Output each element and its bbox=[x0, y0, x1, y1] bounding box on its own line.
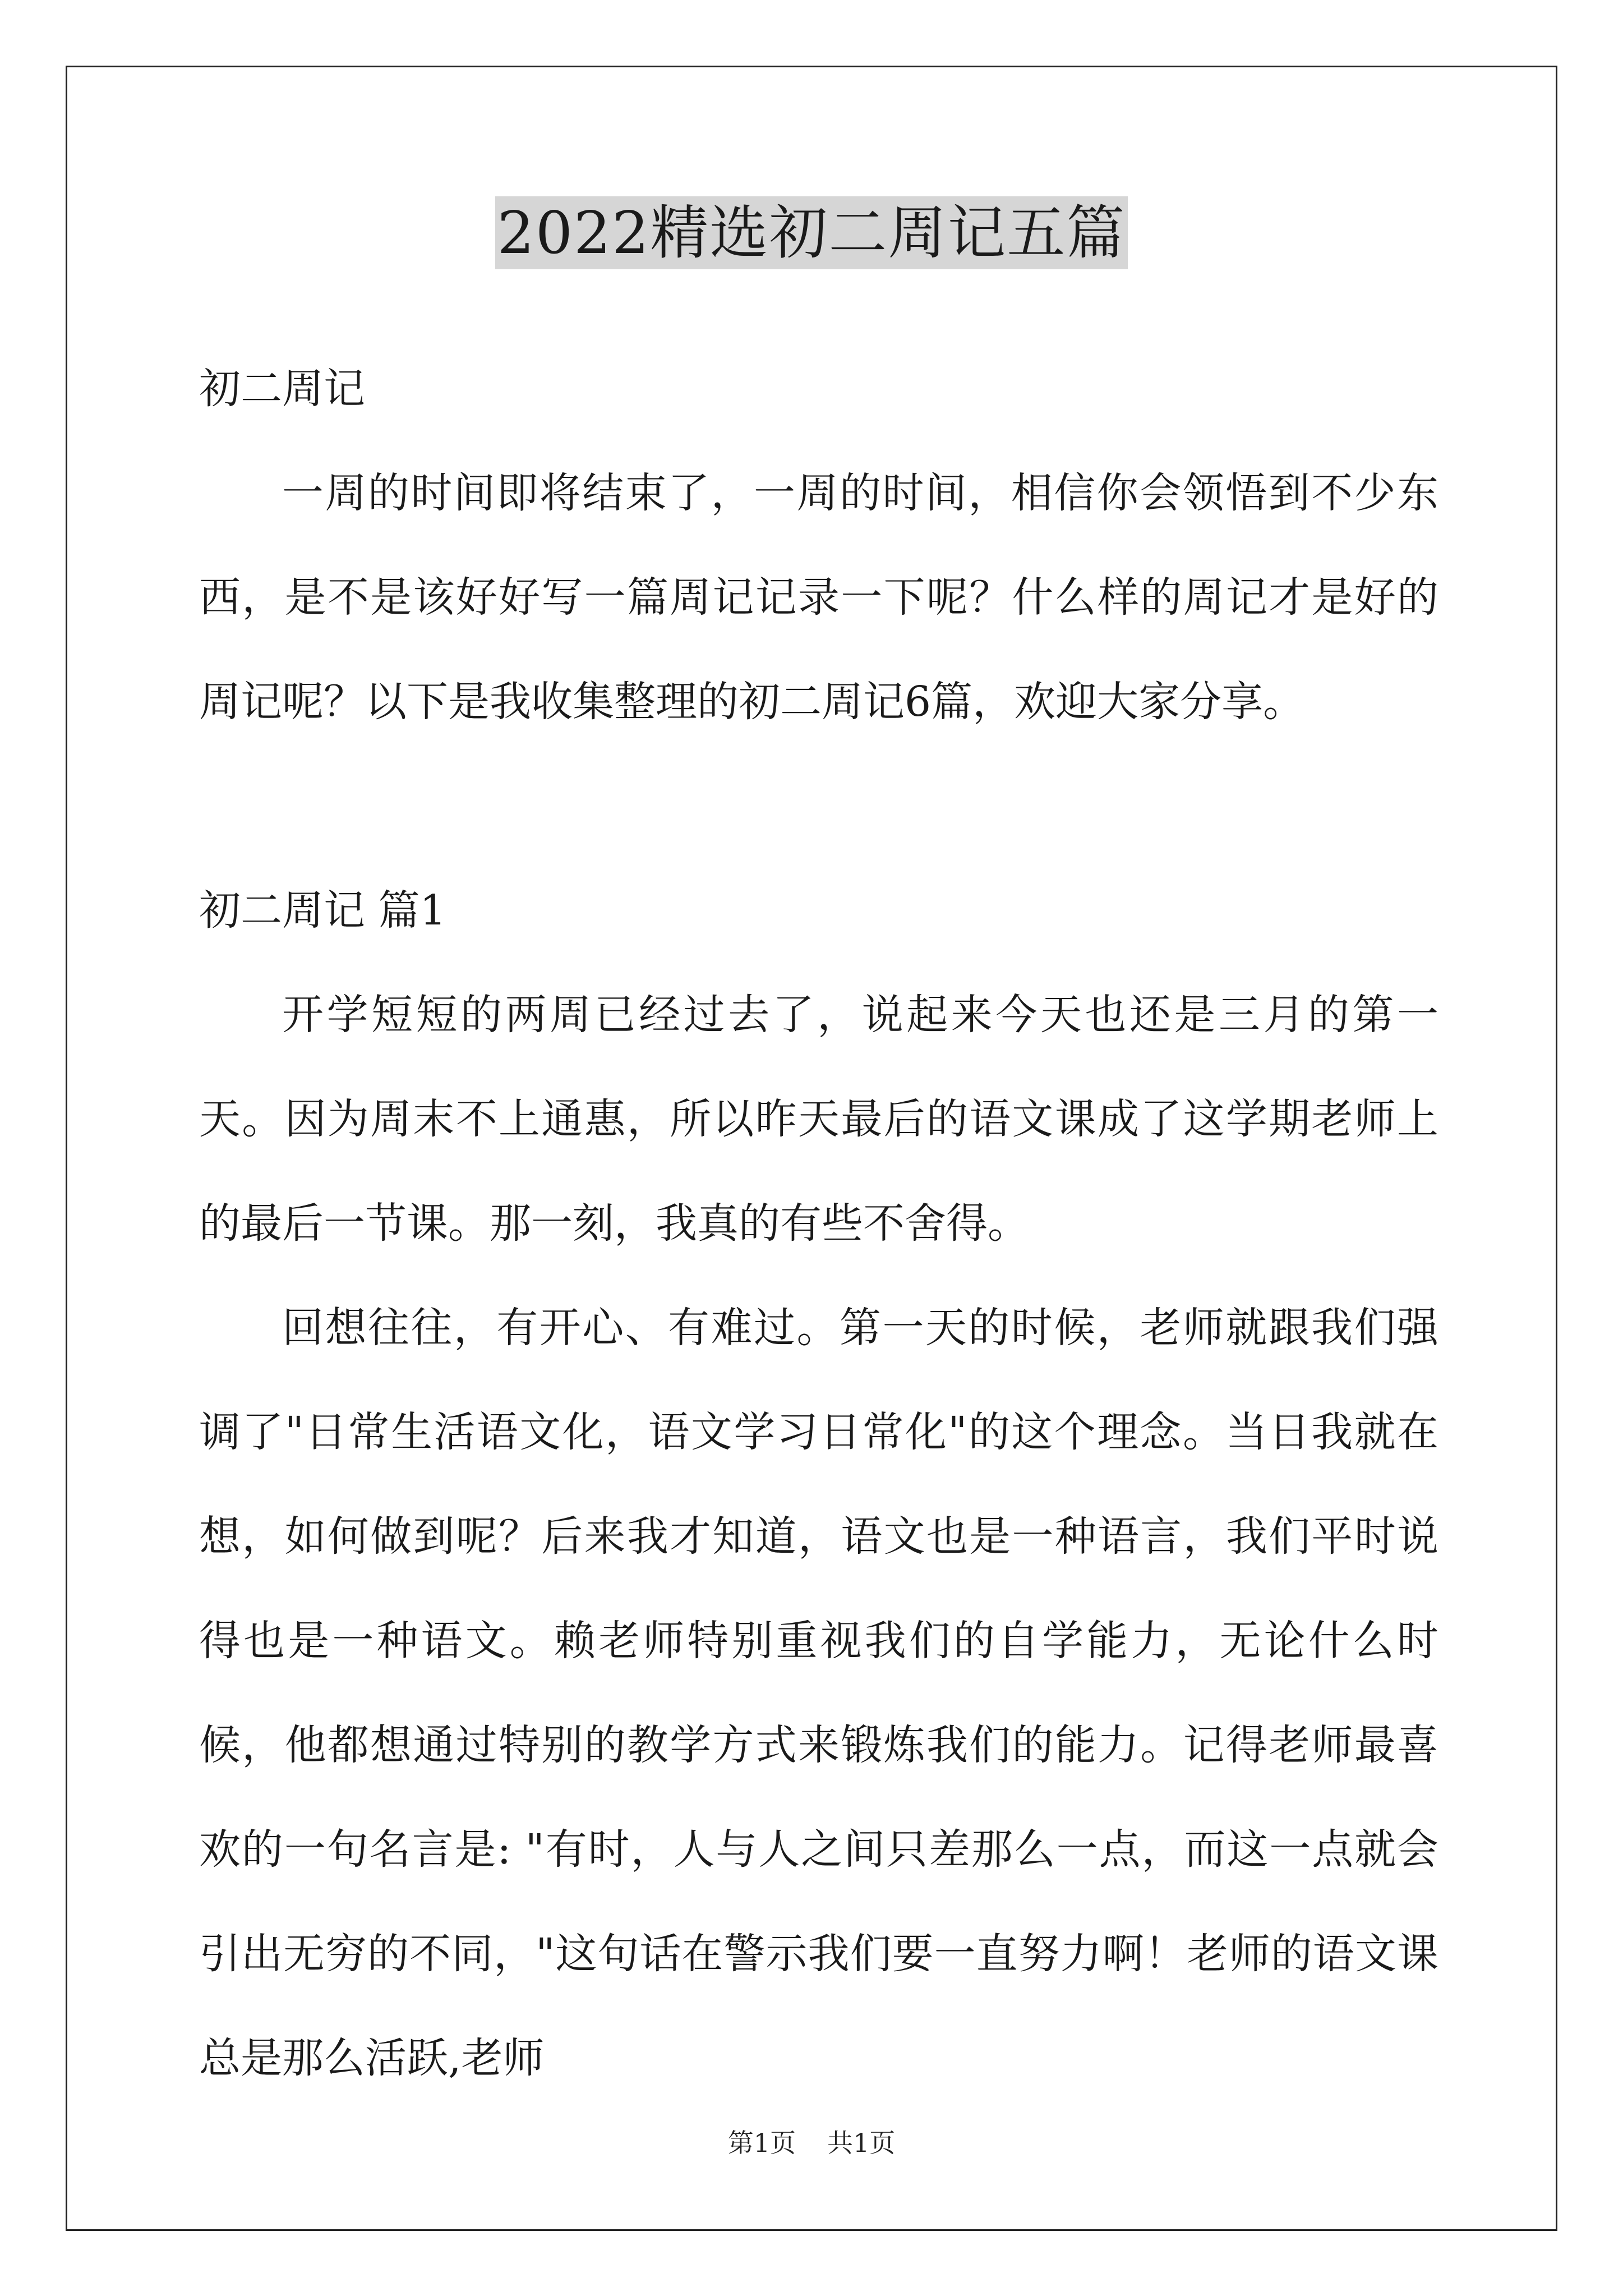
document-title: 2022精选初二周记五篇 bbox=[495, 196, 1128, 269]
section-heading-intro: 初二周记 bbox=[199, 365, 365, 413]
part1-paragraph-2: 回想往往，有开心、有难过。第一天的时候，老师就跟我们强调了"日常生活语文化，语文学习日常化"的这个理念。当日我就在想，如何做到呢？后来我才知道，语文也是一种语言，我们平时说得也是一种语文。赖老师特别重视我们的自学能力，无论什么时候，他都想通过特别的教学方式来锻炼我们的能力。记得老师最喜欢的一句名言是: "有时，人与人之间只差那么一点，而这一点就会引出无穷的不同，"这句话在警示我们要一直努力啊！老师的语文课总是那么活跃,老师 bbox=[199, 1304, 1438, 2082]
page-footer bbox=[0, 2126, 1623, 2160]
page-total: 共1页 bbox=[827, 2128, 896, 2158]
section-heading-part1: 初二周记 篇1 bbox=[199, 886, 446, 935]
intro-paragraph: 一周的时间即将结束了，一周的时间，相信你会领悟到不少东西，是不是该好好写一篇周记记录一下呢？什么样的周记才是好的周记呢？以下是我收集整理的初二周记6篇，欢迎大家分享。 bbox=[199, 469, 1438, 726]
title-container bbox=[0, 196, 1623, 269]
document-body bbox=[199, 337, 1438, 2110]
page-number: 第1页 bbox=[727, 2128, 796, 2158]
section-spacer bbox=[199, 754, 1438, 858]
part1-paragraph-1: 开学短短的两周已经过去了，说起来今天也还是三月的第一天。因为周末不上通惠，所以昨天最后的语文课成了这学期老师上的最后一节课。那一刻，我真的有些不舍得。 bbox=[199, 991, 1438, 1248]
